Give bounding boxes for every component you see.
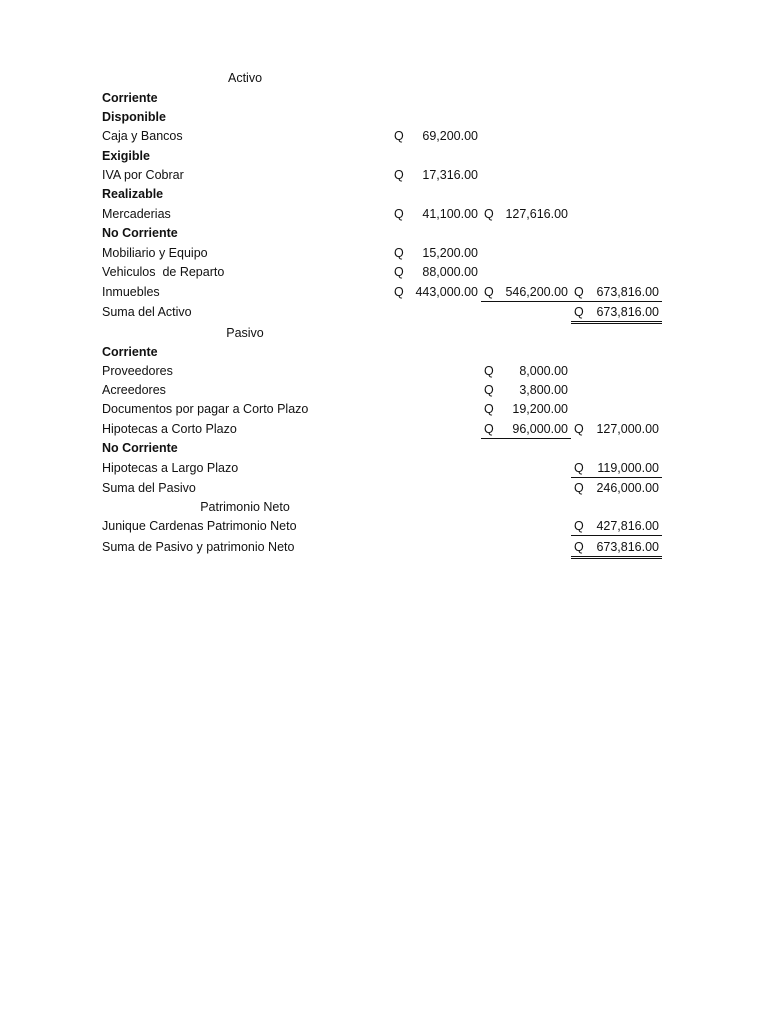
currency-symbol: Q [394, 207, 404, 221]
row-label: Suma de Pasivo y patrimonio Neto [102, 540, 295, 554]
currency-symbol: Q [484, 285, 494, 299]
row-exigible [0, 147, 768, 166]
section-heading-patrimonio [0, 498, 768, 517]
row-label: Vehiculos de Reparto [102, 265, 225, 279]
total-cell-col3 [571, 303, 662, 324]
row-suma-pasivo-patrimonio [0, 538, 768, 557]
row-label: Hipotecas a Largo Plazo [102, 461, 239, 475]
amount-cell-col3 [571, 283, 662, 302]
amount-value: 41,100.00 [422, 207, 478, 221]
row-suma-pasivo [0, 479, 768, 498]
amount-cell-col2 [481, 420, 571, 439]
currency-symbol: Q [484, 364, 494, 378]
row-proveedores [0, 362, 768, 381]
row-no-corriente-pasivo [0, 439, 768, 458]
currency-symbol: Q [574, 540, 584, 554]
row-documentos-por-pagar [0, 400, 768, 419]
amount-value: 119,000.00 [597, 461, 659, 475]
amount-value: 17,316.00 [422, 168, 478, 182]
amount-cell-col1 [391, 166, 481, 185]
amount-cell-col3 [571, 420, 662, 439]
section-title-patrimonio: Patrimonio Neto [200, 500, 290, 514]
amount-value: 8,000.00 [519, 364, 568, 378]
row-label: Corriente [102, 345, 158, 359]
row-label: Exigible [102, 149, 150, 163]
section-heading-pasivo [0, 324, 768, 343]
amount-cell-col1 [391, 283, 481, 302]
section-title-activo: Activo [227, 71, 263, 85]
row-suma-activo [0, 303, 768, 322]
amount-value: 673,816.00 [596, 285, 659, 299]
row-hipotecas-largo-plazo [0, 459, 768, 478]
currency-symbol: Q [574, 519, 584, 533]
total-cell-col3 [571, 479, 662, 498]
row-iva-por-cobrar [0, 166, 768, 185]
currency-symbol: Q [574, 285, 584, 299]
row-label: IVA por Cobrar [102, 168, 184, 182]
amount-cell-col2 [481, 205, 571, 224]
amount-cell-col1 [391, 244, 481, 263]
amount-value: 443,000.00 [415, 285, 478, 299]
currency-symbol: Q [484, 402, 494, 416]
amount-value: 246,000.00 [596, 481, 659, 495]
row-label: Junique Cardenas Patrimonio Neto [102, 519, 297, 533]
amount-value: 673,816.00 [596, 305, 659, 319]
row-disponible [0, 108, 768, 127]
row-corriente-activo [0, 89, 768, 108]
row-acreedores [0, 381, 768, 400]
row-realizable [0, 185, 768, 204]
currency-symbol: Q [574, 305, 584, 319]
row-label: Disponible [102, 110, 166, 124]
row-inmuebles [0, 283, 768, 302]
amount-cell-col2 [481, 381, 571, 400]
row-vehiculos-reparto [0, 263, 768, 282]
row-label: No Corriente [102, 441, 178, 455]
amount-value: 15,200.00 [422, 246, 478, 260]
row-patrimonio-neto [0, 517, 768, 536]
amount-value: 69,200.00 [422, 129, 478, 143]
row-label: Corriente [102, 91, 158, 105]
amount-value: 88,000.00 [422, 265, 478, 279]
row-corriente-pasivo [0, 343, 768, 362]
row-label: Hipotecas a Corto Plazo [102, 422, 237, 436]
amount-cell-col1 [391, 263, 481, 282]
row-label: Inmuebles [102, 285, 160, 299]
amount-cell-col2 [481, 283, 571, 302]
row-label: Mercaderias [102, 207, 171, 221]
row-no-corriente-activo [0, 224, 768, 243]
currency-symbol: Q [394, 246, 404, 260]
currency-symbol: Q [394, 168, 404, 182]
currency-symbol: Q [574, 481, 584, 495]
amount-cell-col1 [391, 127, 481, 146]
amount-cell-col3 [571, 517, 662, 536]
currency-symbol: Q [574, 461, 584, 475]
amount-value: 19,200.00 [512, 402, 568, 416]
row-label: Realizable [102, 187, 164, 201]
amount-cell-col1 [391, 205, 481, 224]
currency-symbol: Q [574, 422, 584, 436]
row-label: Suma del Pasivo [102, 481, 196, 495]
row-caja-bancos [0, 127, 768, 146]
row-label: No Corriente [102, 226, 178, 240]
row-label: Proveedores [102, 364, 173, 378]
currency-symbol: Q [394, 285, 404, 299]
amount-value: 127,000.00 [596, 422, 659, 436]
row-mercaderias [0, 205, 768, 224]
amount-value: 673,816.00 [596, 540, 659, 554]
row-label: Acreedores [102, 383, 166, 397]
currency-symbol: Q [484, 207, 494, 221]
row-label: Caja y Bancos [102, 129, 183, 143]
row-mobiliario-equipo [0, 244, 768, 263]
amount-value: 3,800.00 [519, 383, 568, 397]
amount-value: 127,616.00 [505, 207, 568, 221]
currency-symbol: Q [484, 422, 494, 436]
currency-symbol: Q [484, 383, 494, 397]
total-cell-col3 [571, 538, 662, 559]
currency-symbol: Q [394, 265, 404, 279]
row-label: Mobiliario y Equipo [102, 246, 208, 260]
amount-cell-col2 [481, 362, 571, 381]
currency-symbol: Q [394, 129, 404, 143]
row-label: Documentos por pagar a Corto Plazo [102, 402, 309, 416]
amount-cell-col2 [481, 400, 571, 419]
row-label: Suma del Activo [102, 305, 192, 319]
amount-value: 546,200.00 [505, 285, 568, 299]
section-heading-activo [0, 69, 768, 88]
amount-value: 96,000.00 [512, 422, 568, 436]
amount-value: 427,816.00 [596, 519, 659, 533]
amount-cell-col3 [571, 459, 662, 478]
row-hipotecas-corto-plazo [0, 420, 768, 439]
section-title-pasivo: Pasivo [226, 326, 264, 340]
